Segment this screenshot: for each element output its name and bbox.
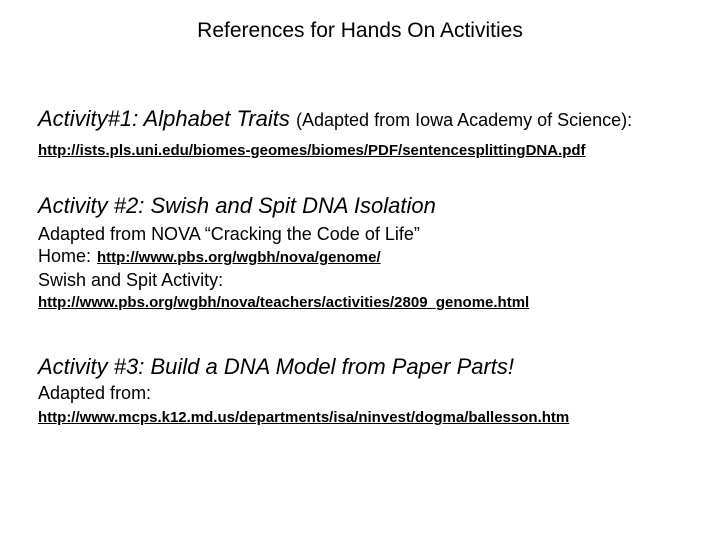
activity-2-home-link[interactable]: http://www.pbs.org/wgbh/nova/genome/ [97, 249, 381, 266]
activity-3-adapted: Adapted from: [38, 383, 152, 403]
activity-2-section [38, 193, 529, 313]
activity-2-adapted: Adapted from NOVA “Cracking the Code of Life” [38, 224, 420, 244]
activity-2-home-line [38, 245, 529, 269]
page-title: References for Hands On Activities [197, 19, 523, 42]
activity-3-link-line [38, 408, 569, 428]
activity-1-section [38, 106, 632, 161]
activity-1-link-line [38, 141, 632, 161]
activity-2-home-label: Home: [38, 246, 92, 266]
activity-2-activity-link-line [38, 293, 529, 313]
activity-1-note: (Adapted from Iowa Academy of Science): [296, 110, 633, 130]
activity-2-activity-label: Swish and Spit Activity: [38, 270, 224, 290]
activity-1-heading: Activity#1: Alphabet Traits [38, 106, 290, 131]
activity-1-heading-line [38, 106, 632, 133]
activity-2-activity-link[interactable]: http://www.pbs.org/wgbh/nova/teachers/activities/2809_genome.html [38, 294, 530, 311]
activity-3-heading: Activity #3: Build a DNA Model from Paper Parts! [38, 354, 515, 379]
activity-1-link[interactable]: http://ists.pls.uni.edu/biomes-geomes/biomes/PDF/sentencesplittingDNA.pdf [38, 142, 586, 159]
activity-2-heading: Activity #2: Swish and Spit DNA Isolation [38, 193, 436, 218]
activity-3-section [38, 354, 569, 428]
activity-3-link[interactable]: http://www.mcps.k12.md.us/departments/isa/ninvest/dogma/ballesson.htm [38, 409, 570, 426]
